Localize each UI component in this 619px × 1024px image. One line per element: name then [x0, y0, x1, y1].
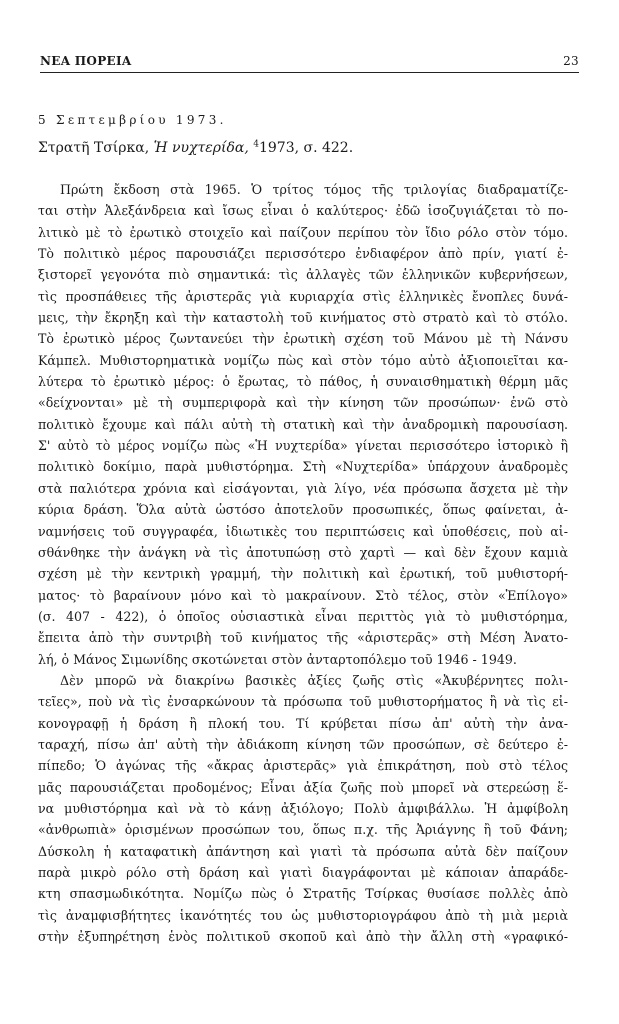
text-line: να μυθιστόρημα καὶ νὰ τὸ κάνῃ ἀξιόλογο; Πολὺ ἀμφιβάλλω. Ἡ ἀμφίβολη — [38, 800, 568, 816]
text-line: πίπεδο; Ὁ ἀγώνας τῆς «ἄκρας ἀριστερᾶς» γιὰ ἐπικράτηση, ποὺ στὸ τέλος — [38, 758, 568, 774]
book-citation — [38, 140, 353, 156]
text-line: μᾶς παρουσιάζεται προδομένος; Εἶναι ἀξία ζωῆς ποὺ μπορεῖ νὰ στερεώσῃ ἕ- — [38, 779, 568, 795]
text-line: κτη σπασμωδικότητα. Νομίζω πὼς ὁ Στρατῆς Τσίρκας θυσίασε πολλὲς ἀπὸ — [38, 886, 568, 902]
text-line: κύρια δράση. Ὅλα αὐτὰ ὡστόσο ἀποτελοῦν προσωπικές, ὅπως φαίνεται, ἀ- — [38, 502, 568, 518]
page-number: 23 — [563, 54, 579, 68]
citation-rest: 1973, σ. 422. — [258, 140, 354, 156]
text-line: τεῖες», ποὺ νὰ τὶς ἐνσαρκώνουν τὰ πρόσωπα τοῦ μυθιστορήματος ἢ νὰ τὶς εἰ- — [38, 694, 568, 710]
text-line: Τὸ ἐρωτικὸ μέρος ζωντανεύει τὴν ἐρωτικὴ σχέση τοῦ Μάνου μὲ τὴ Νάνσυ — [38, 331, 568, 347]
text-line: «ἀνθρωπιὰ» ὁρισμένων προσώπων του, ὅπως π.χ. τῆς Ἀριάγνης ἢ τοῦ Φάνη; — [38, 822, 568, 838]
paragraph-1 — [38, 179, 568, 670]
header-rule — [40, 72, 579, 73]
review-body — [38, 179, 568, 947]
citation-author: Στρατῆ Τσίρκα, — [38, 140, 150, 156]
text-line: ἔπειτα ἀπὸ τὴν συντριβὴ τοῦ κινήματος τῆς «ἀριστερᾶς» στὴ Μέση Ἀνατο- — [38, 630, 568, 646]
text-line: Δύσκολη ἡ καταφατικὴ ἀπάντηση καὶ γιατὶ τὰ πρόσωπα αὐτὰ δὲν παίζουν — [38, 843, 568, 859]
text-line: Δὲν μπορῶ νὰ διακρίνω βασικὲς ἀξίες ζωῆς στὶς «Ἀκυβέρνητες πολι- — [60, 672, 568, 688]
text-line: «δείχνονται» μὲ τὴ συμπεριφορὰ καὶ τὴν κίνηση τῶν προσώπων· ἐνῶ στὸ — [38, 395, 568, 411]
text-line: Τὸ πολιτικὸ μέρος παρουσιάζει περισσότερο ἐνδιαφέρον ἀπὸ πρίν, γιατί ἐ- — [38, 246, 568, 262]
text-line: Πρώτη ἔκδοση στὰ 1965. Ὁ τρίτος τόμος τῆς τριλογίας διαδραματίζε- — [60, 182, 568, 197]
text-line: παρὰ μικρὸ ρόλο στὴ δράση καὶ γιατὶ διαγράφονται μὲ κάποιαν ἀπαράδε- — [38, 865, 568, 880]
text-line: ναμνήσεις τοῦ συγγραφέα, ἰδιωτικὲς του περιπτώσεις καὶ ὑποθέσεις, ποὺ αἰ- — [38, 523, 568, 539]
text-line: κονογραφῇ ἡ δράση ἢ πλοκή του. Τί κρύβεται πίσω ἀπ' αὐτὴ τὴν ἀνα- — [38, 715, 568, 731]
text-line: ταραχή, πίσω ἀπ' αὐτὴ τὴν ἀδιάκοπη κίνηση τῶν προσώπων, σὲ δεύτερο ἐ- — [38, 736, 568, 752]
text-line: τὶς ἀναμφισβήτητες ἱκανότητές του ὡς μυθιστοριογράφου ἀπὸ τὴ μιὰ μεριὰ — [38, 907, 568, 923]
paragraph-2 — [38, 670, 568, 947]
entry-date: 5 Σεπτεμβρίου 1973. — [38, 113, 227, 127]
running-header — [40, 50, 579, 68]
text-line: ξιστορεῖ γεγονότα πιὸ σημαντικά: τὶς ἀλλαγὲς τῶν ἑλληνικῶν κυβερνήσεων, — [38, 267, 568, 283]
text-line: μεις, τὴν ἔκρηξη καὶ τὴν καταστολὴ τοῦ κινήματος στὸ στρατὸ καὶ τὸ στόλο. — [38, 310, 568, 326]
text-line: σχέση μὲ τὴν κεντρικὴ γραμμή, τὴν πολιτικὴ καὶ ἐρωτική, τοῦ μυθιστορή- — [38, 566, 568, 582]
text-line: στὴν ἐξυπηρέτηση ἑνὸς πολιτικοῦ σκοποῦ καὶ ἀπὸ τὴν ἄλλη στὴ «γραφικό- — [38, 929, 568, 945]
citation-title: Ἡ νυχτερίδα, — [153, 140, 249, 156]
citation-edition: 4 — [253, 139, 259, 150]
text-line: λή, ὁ Μάνος Σιμωνίδης σκοτώνεται στὸν ἀνταρτοπόλεμο τοῦ 1946 - 1949. — [38, 651, 517, 667]
text-line: Σ' αὐτὸ τὸ μέρος νομίζω πὼς «Ἡ νυχτερίδα» γίνεται περισσότερο ἱστορικὸ ἢ — [38, 438, 568, 454]
text-line: πολιτικὸ ἔχουμε καὶ πάλι αὐτὴ τὴ στατικὴ καὶ τὴν ἀναδρομικὴ παρουσίαση. — [38, 416, 568, 432]
text-line: σθάνθηκε τὴν ἀνάγκη νὰ τὶς ἀποτυπώσῃ στὸ χαρτὶ — καὶ δὲν ἔχουν καμιὰ — [38, 544, 568, 560]
text-line: λιτικὸ μὲ τὸ ἐρωτικὸ στοιχεῖο καὶ παίζουν περίπου τὸν ἴδιο ρόλο στὸν τόμο. — [38, 224, 568, 240]
journal-title: ΝΕΑ ΠΟΡΕΙΑ — [40, 54, 132, 68]
text-line: πολιτικὸ δοκίμιο, παρὰ μυθιστόρημα. Στὴ «Νυχτερίδα» ὑπάρχουν ἀναδρομὲς — [38, 459, 568, 475]
text-line: ματος· τὸ βαραίνουν μόνο καὶ τὸ μακραίνουν. Στὸ τέλος, στὸν «Ἐπίλογο» — [38, 587, 568, 603]
text-line: (σ. 407 - 422), ὁ ὁποῖος οὐσιαστικὰ εἶναι περιττὸς γιὰ τὸ μυθιστόρημα, — [38, 608, 568, 624]
text-line: στὰ παλιότερα χρόνια καὶ εἰσάγονται, γιὰ λίγο, νέα πρόσωπα ἄσχετα μὲ τὴν — [38, 480, 568, 496]
text-line: τὶς προσπάθειες τῆς ἀριστερᾶς γιὰ κυριαρχία στὶς ἑλληνικὲς ἔνοπλες δυνά- — [38, 288, 568, 304]
text-line: Κάμπελ. Μυθιστορηματικὰ νομίζω πὼς καὶ στὸν τόμο αὐτὸ ἀξιοποιεῖται κα- — [38, 352, 568, 368]
text-line: ται στὴν Ἀλεξάνδρεια καὶ ἴσως εἶναι ὁ καλύτερος· ἐδῶ ἰσοζυγιάζεται τὸ πο- — [38, 203, 568, 219]
text-line: λύτερα τὸ ἐρωτικὸ μέρος: ὁ ἔρωτας, τὸ πάθος, ἡ συναισθηματικὴ θέρμη μᾶς — [38, 374, 568, 390]
